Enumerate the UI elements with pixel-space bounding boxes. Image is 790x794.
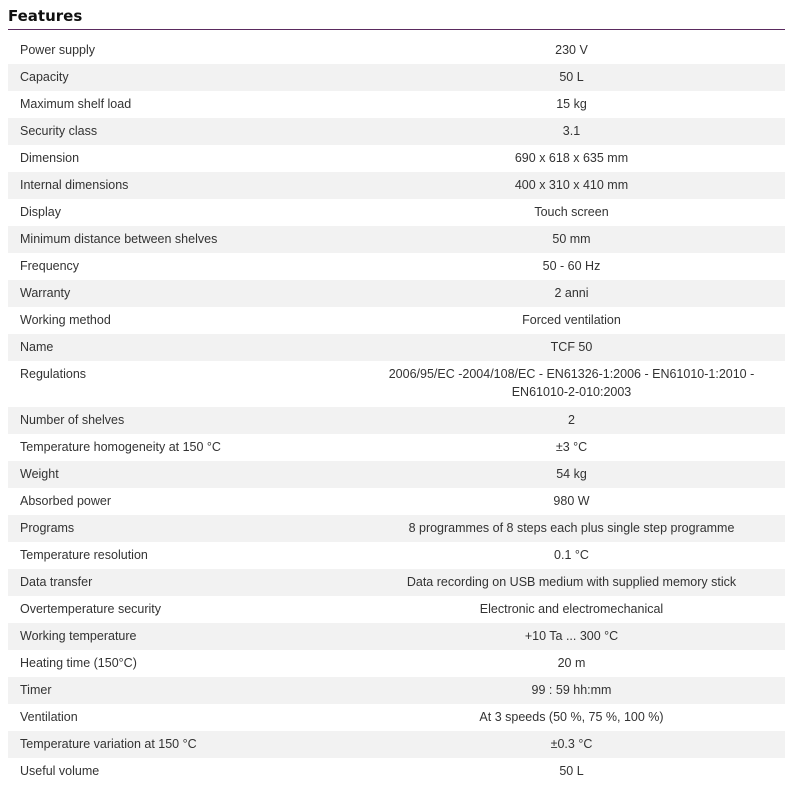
spec-label: Frequency: [20, 259, 80, 273]
spec-value: 980 W: [553, 494, 590, 508]
spec-label: Security class: [8, 118, 358, 145]
spec-value: ±3 °C: [555, 440, 588, 454]
spec-value: 2: [358, 407, 785, 434]
spec-label: Temperature variation at 150 °C: [8, 731, 358, 758]
section-title: Features: [8, 7, 83, 25]
spec-value: 50 - 60 Hz: [542, 259, 601, 273]
spec-label: Maximum shelf load: [20, 97, 132, 111]
spec-value: 690 x 618 x 635 mm: [514, 151, 629, 165]
table-row: [8, 361, 785, 407]
table-row: [8, 569, 785, 596]
spec-value: Touch screen: [534, 205, 609, 219]
spec-label: Timer: [8, 677, 358, 704]
spec-label: Name: [8, 334, 358, 361]
spec-value: Forced ventilation: [522, 313, 621, 327]
table-row: [8, 623, 785, 650]
table-row: [8, 704, 785, 731]
spec-value: 3.1: [358, 118, 785, 145]
spec-value: 400 x 310 x 410 mm: [358, 172, 785, 199]
table-row: [8, 334, 785, 361]
spec-value: At 3 speeds (50 %, 75 %, 100 %): [479, 710, 664, 724]
spec-label: Overtemperature security: [20, 602, 162, 616]
spec-value: 0.1 °C: [554, 548, 589, 562]
table-row: [8, 461, 785, 488]
spec-value: Electronic and electromechanical: [479, 602, 664, 616]
spec-label: Working temperature: [8, 623, 358, 650]
table-row: [8, 226, 785, 253]
spec-label: Working method: [20, 313, 111, 327]
spec-label: Internal dimensions: [8, 172, 358, 199]
table-row: [8, 280, 785, 307]
spec-label: Weight: [8, 461, 358, 488]
table-row: [8, 731, 785, 758]
spec-label: Capacity: [8, 64, 358, 91]
table-row: [8, 488, 785, 515]
spec-label: Useful volume: [20, 764, 100, 778]
spec-label: Absorbed power: [20, 494, 112, 508]
spec-label: Warranty: [8, 280, 358, 307]
features-table: [8, 37, 785, 785]
spec-label: Temperature homogeneity at 150 °C: [20, 440, 221, 454]
table-row: [8, 758, 785, 785]
table-row: [8, 677, 785, 704]
spec-value: ±0.3 °C: [358, 731, 785, 758]
spec-value: Data recording on USB medium with supplied memory stick: [358, 569, 785, 596]
table-row: [8, 407, 785, 434]
table-row: [8, 253, 785, 280]
table-row: [8, 91, 785, 118]
spec-label: Power supply: [20, 43, 96, 57]
spec-value: 50 L: [559, 764, 584, 778]
table-row: [8, 172, 785, 199]
spec-value: 2006/95/EC -2004/108/EC - EN61326-1:2006 - EN61010-1:2010 - EN61010-2-010:2003: [388, 367, 755, 399]
table-row: [8, 542, 785, 569]
spec-value: 20 m: [557, 656, 586, 670]
spec-label: Regulations: [20, 367, 87, 381]
table-row: [8, 434, 785, 461]
table-row: [8, 307, 785, 334]
spec-label: Ventilation: [20, 710, 78, 724]
table-row: [8, 37, 785, 64]
spec-value: 15 kg: [556, 97, 587, 111]
table-row: [8, 515, 785, 542]
table-row: [8, 118, 785, 145]
spec-label: Programs: [8, 515, 358, 542]
spec-value: 2 anni: [358, 280, 785, 307]
table-row: [8, 650, 785, 677]
spec-value: 50 mm: [358, 226, 785, 253]
table-row: [8, 64, 785, 91]
spec-label: Dimension: [20, 151, 80, 165]
spec-label: Minimum distance between shelves: [8, 226, 358, 253]
table-row: [8, 199, 785, 226]
spec-label: Data transfer: [8, 569, 358, 596]
table-row: [8, 145, 785, 172]
spec-value: 54 kg: [358, 461, 785, 488]
spec-label: Display: [20, 205, 61, 219]
table-row: [8, 596, 785, 623]
spec-value: 8 programmes of 8 steps each plus single step programme: [358, 515, 785, 542]
spec-value: +10 Ta ... 300 °C: [358, 623, 785, 650]
spec-label: Temperature resolution: [20, 548, 148, 562]
spec-value: 230 V: [555, 43, 588, 57]
spec-value: 99 : 59 hh:mm: [358, 677, 785, 704]
spec-value: TCF 50: [358, 334, 785, 361]
spec-label: Number of shelves: [8, 407, 358, 434]
spec-value: 50 L: [358, 64, 785, 91]
title-divider: [8, 29, 785, 30]
spec-label: Heating time (150°C): [20, 656, 137, 670]
